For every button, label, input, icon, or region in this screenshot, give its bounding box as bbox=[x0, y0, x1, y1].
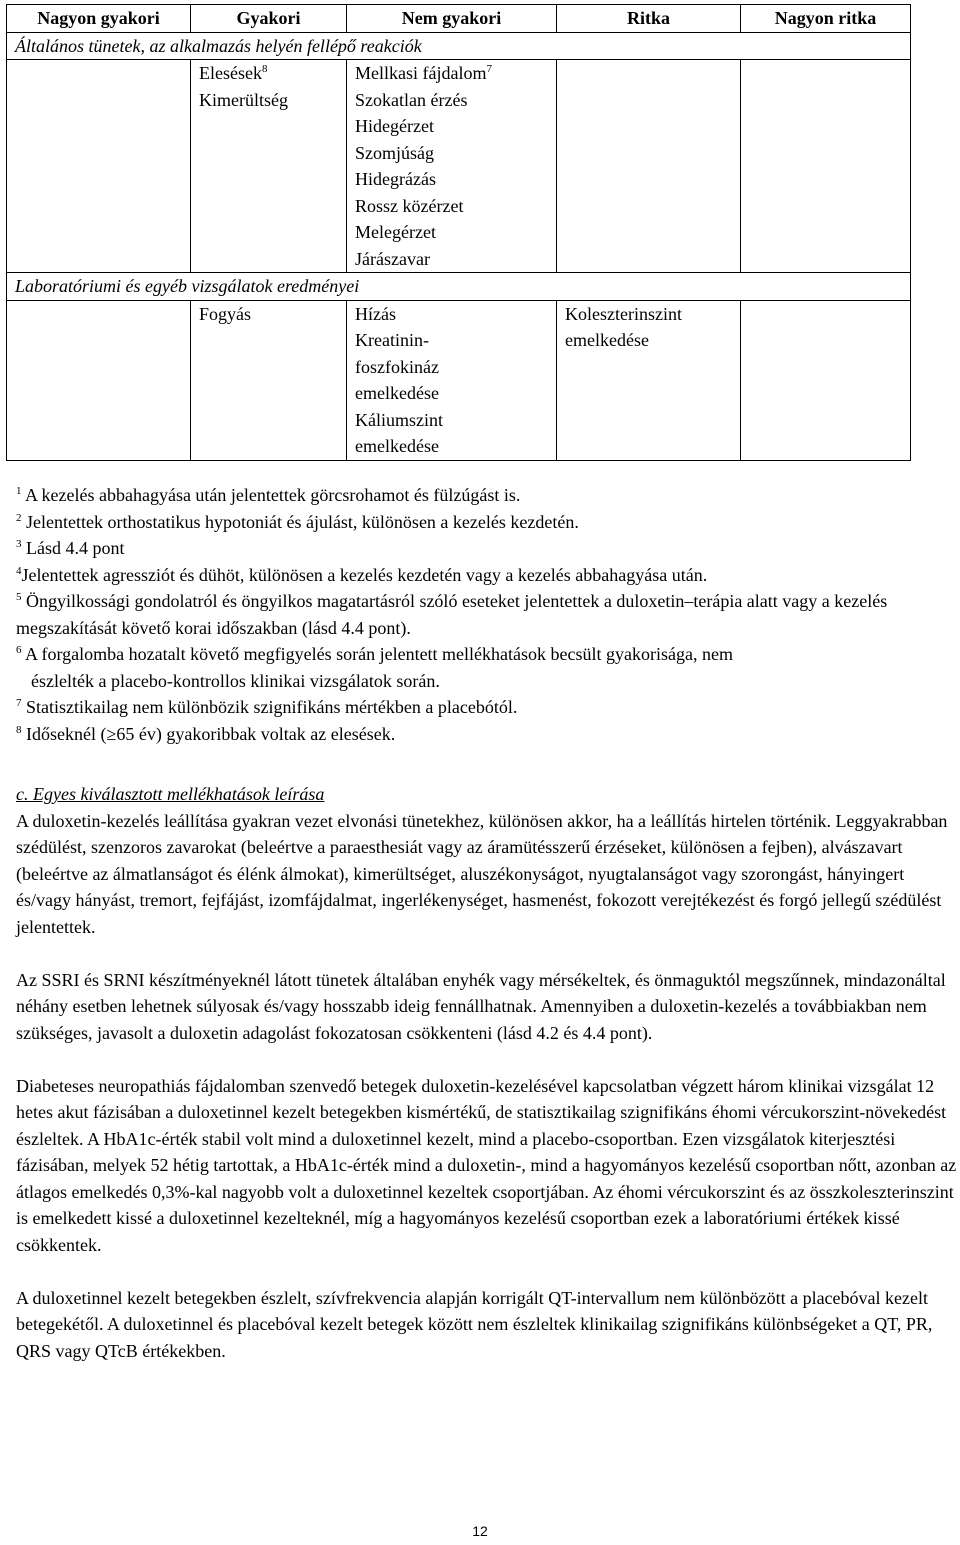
list-item: Fogyás bbox=[199, 303, 252, 324]
section-row-laboratory bbox=[7, 273, 911, 301]
section-row-general bbox=[7, 32, 911, 60]
table-row bbox=[7, 60, 911, 273]
list-item: Szokatlan érzés bbox=[355, 89, 468, 110]
cell-lab-uncommon bbox=[347, 300, 557, 460]
list-item: emelkedése bbox=[565, 330, 649, 350]
list-item: Káliumszint bbox=[355, 409, 443, 430]
list-item: Kimerültség bbox=[199, 89, 288, 110]
list-item: Koleszterinszint bbox=[565, 303, 682, 324]
cell-lab-common bbox=[191, 300, 347, 460]
footnote-2: $^2$ Jelentettek orthostatikus hypotoniát és ájulást, különösen a kezelés kezdetén. bbox=[16, 511, 579, 532]
cell-general-very-rare bbox=[741, 60, 911, 273]
cell-general-uncommon bbox=[347, 60, 557, 273]
list-item: Szomjúság bbox=[355, 142, 434, 163]
section-title-laboratory: Laboratóriumi és egyéb vizsgálatok eredményei bbox=[7, 273, 911, 301]
list-item: emelkedése bbox=[355, 383, 439, 403]
footnote-6: $^6$ A forgalomba hozatalt követő megfigyelés során jelentett mellékhatások becsült gyakorisága, nem észlelték a placebo-kontrollos klinikai vizsgálatok során. bbox=[16, 644, 733, 691]
footnote-8: $^8$ Időseknél (≥65 év) gyakoribbak voltak az elesések. bbox=[16, 723, 396, 744]
list-item: Hidegérzet bbox=[355, 116, 434, 136]
section-title-general: Általános tünetek, az alkalmazás helyén fellépő reakciók bbox=[7, 32, 911, 60]
footnote-1: $^1$ A kezelés abbahagyása után jelentettek görcsrohamot és fülzúgást is. bbox=[16, 485, 521, 505]
cell-lab-very-rare bbox=[741, 300, 911, 460]
paragraph-diabetes: Diabeteses neuropathiás fájdalomban szenvedő betegek duloxetin-kezelésével kapcsolatban végzett három klinikai vizsgálat 12 hetes akut fázisában a duloxetinnel kezelt betegekben kismértékű, de statisztikailag szignifikáns éhomi vércukorszint-növekedést észleltek. A HbA1c-érték stabil volt mind a duloxetinnel kezelt, mind a placebo-csoportban. Ezen vizsgálatok kiterjesztési fázisában, melyek 52 hétig tartottak, a HbA1c-érték mind a duloxetin-, mind a hagyományos kezelésű csoportban nőtt, azonban az átlagos emelkedés 0,3%-kal nagyobb volt a duloxetinnel kezeltek csoportjában. Az éhomi vércukorszint és az összkoleszterinszint is emelkedett kissé a duloxetinnel kezelteknél, míg a hagyományos kezelésű csoportban ezek a laboratóriumi értékek kissé csökkentek. bbox=[16, 1075, 957, 1255]
cell-lab-very-common bbox=[7, 300, 191, 460]
header-nem-gyakori: Nem gyakori bbox=[347, 5, 557, 33]
cell-lab-rare bbox=[557, 300, 741, 460]
adverse-reactions-table bbox=[6, 4, 911, 461]
footnote-5: $^5$ Öngyilkossági gondolatról és öngyilkos magatartásról szóló eseteket jelentettek a duloxetin–terápia alatt vagy a kezelés megszakítását követő korai időszakban (lásd 4.4 pont). bbox=[16, 591, 888, 638]
table-header-row bbox=[7, 5, 911, 33]
header-ritka: Ritka bbox=[557, 5, 741, 33]
section-c-heading: c. Egyes kiválasztott mellékhatások leírása bbox=[16, 784, 325, 804]
list-item: Elesések$^8$ bbox=[199, 63, 268, 83]
list-item: Hidegrázás bbox=[355, 169, 436, 189]
list-item: Hízás bbox=[355, 303, 396, 324]
list-item: Járászavar bbox=[355, 248, 430, 269]
section-c bbox=[16, 781, 960, 1391]
list-item: Mellkasi fájdalom$^7$ bbox=[355, 63, 492, 83]
list-item: foszfokináz bbox=[355, 356, 439, 377]
footnote-3: $^3$ Lásd 4.4 pont bbox=[16, 538, 125, 558]
cell-general-rare bbox=[557, 60, 741, 273]
paragraph-withdrawal: A duloxetin-kezelés leállítása gyakran vezet elvonási tünetekhez, különösen akkor, ha a leállítás hirtelen történik. Leggyakrabban szédülést, szenzoros zavarokat (beleértve a paraesthesiát vagy az áramütésszerű érzéseket, különösen a fejben), alvászavart (beleértve az álmatlanságot és élénk álmokat), kimerültséget, aluszékonyságot, nyugtalanságot vagy szorongást, hányingert és/vagy hányást, tremort, fejfájást, izomfájdalmat, ingerlékenységet, hasmenést, fokozott verejtékezést és forgó jellegű szédülést jelentettek. bbox=[16, 810, 948, 937]
footnote-7: $^7$ Statisztikailag nem különbözik szignifikáns mértékben a placebótól. bbox=[16, 697, 518, 717]
header-nagyon-gyakori: Nagyon gyakori bbox=[7, 5, 191, 33]
paragraph-ssri-snri: Az SSRI és SRNI készítményeknél látott tünetek általában enyhék vagy mérsékeltek, és önmaguktól megszűnnek, mindazonáltal néhány esetben lehetnek súlyosak és/vagy hosszabb ideig fennállhatnak. Amennyiben a duloxetin-kezelés a továbbiakban nem szükséges, javasolt a duloxetin adagolást fokozatosan csökkenteni (lásd 4.2 és 4.4 pont). bbox=[16, 969, 946, 1043]
list-item: Rossz közérzet bbox=[355, 195, 464, 216]
header-gyakori: Gyakori bbox=[191, 5, 347, 33]
list-item: Kreatinin- bbox=[355, 330, 429, 350]
table-row bbox=[7, 300, 911, 460]
list-item: emelkedése bbox=[355, 436, 439, 456]
page-number: 12 bbox=[472, 1523, 488, 1539]
list-item: Melegérzet bbox=[355, 222, 436, 242]
paragraph-qt-interval: A duloxetinnel kezelt betegekben észlelt, szívfrekvencia alapján korrigált QT-intervallum nem különbözött a placebóval kezelt betegekétől. A duloxetinnel és placebóval kezelt betegek között nem észleltek klinikailag szignifikáns különbségeket a QT, PR, QRS vagy QTcB értékekben. bbox=[16, 1287, 933, 1361]
header-nagyon-ritka: Nagyon ritka bbox=[741, 5, 911, 33]
footnotes bbox=[16, 482, 960, 747]
cell-general-common bbox=[191, 60, 347, 273]
cell-general-very-common bbox=[7, 60, 191, 273]
footnote-4: $^4$Jelentettek agressziót és dühöt, különösen a kezelés kezdetén vagy a kezelés abbahagyása után. bbox=[16, 564, 708, 585]
